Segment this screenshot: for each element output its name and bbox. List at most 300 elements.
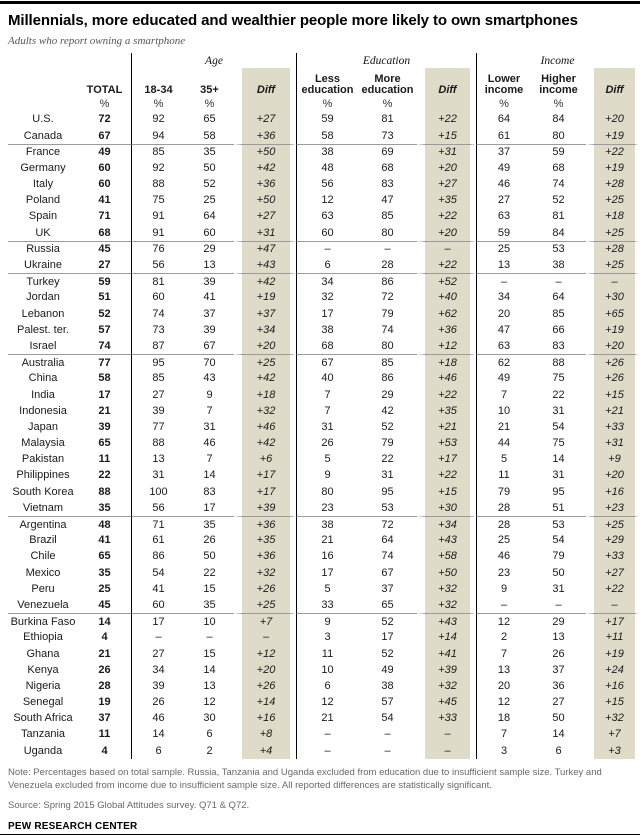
country-cell: Uganda	[23, 744, 63, 757]
income-lower-cell: 27	[476, 192, 531, 208]
total-cell: 67	[98, 129, 111, 142]
edu-less-cell: 63	[296, 208, 358, 224]
edu-diff-cell: +50	[417, 565, 476, 581]
edu-more-cell: 86	[381, 372, 394, 385]
column-header-edu-more: More education	[361, 72, 414, 97]
income-lower-cell: 25	[476, 241, 531, 257]
country-cell: Burkina Faso	[8, 613, 78, 629]
country-cell: China	[28, 372, 58, 385]
income-lower-cell: 63	[476, 338, 531, 354]
income-lower-cell: 46	[476, 548, 531, 564]
age-young-cell: 14	[131, 726, 185, 742]
edu-more-cell: 29	[381, 388, 394, 401]
income-diff-cell: +29	[586, 532, 638, 548]
income-lower-cell: 3	[476, 743, 531, 759]
age-young-cell: 74	[131, 306, 185, 322]
age-young-cell: 31	[131, 467, 185, 483]
table-row	[8, 581, 638, 597]
group-header-spacer	[8, 53, 131, 68]
income-diff-cell: +33	[586, 419, 638, 435]
income-diff-cell: +15	[586, 694, 638, 710]
edu-diff-cell: +17	[417, 451, 476, 467]
edu-more-cell: –	[384, 728, 391, 741]
country-cell: Palest. ter.	[17, 323, 69, 336]
edu-diff-cell: +20	[417, 225, 476, 241]
brand-label: PEW RESEARCH CENTER	[8, 821, 138, 833]
table-row	[8, 354, 638, 370]
edu-more-cell: –	[384, 744, 391, 757]
edu-diff-cell: +32	[417, 678, 476, 694]
age-diff-cell: +16	[234, 710, 296, 726]
country-cell: Russia	[8, 241, 78, 257]
age-old-cell: 50	[203, 550, 216, 563]
edu-more-cell: 28	[381, 259, 394, 272]
age-young-cell: 85	[131, 370, 185, 386]
edu-less-cell: 38	[296, 322, 358, 338]
edu-more-cell: 53	[381, 501, 394, 514]
edu-diff-cell: +20	[417, 160, 476, 176]
income-lower-cell: 20	[476, 306, 531, 322]
age-old-cell: 60	[203, 226, 216, 239]
income-higher-cell: 83	[552, 339, 565, 352]
age-old-cell: 65	[203, 113, 216, 126]
edu-more-cell: 57	[381, 696, 394, 709]
income-lower-cell: 28	[476, 500, 531, 516]
income-lower-cell: 28	[476, 516, 531, 532]
table-row	[8, 500, 638, 516]
country-cell: France	[8, 144, 78, 160]
age-old-cell: 35	[185, 516, 234, 532]
income-diff-cell: +25	[586, 257, 638, 273]
income-diff-cell: +26	[586, 354, 638, 370]
table-row	[8, 273, 638, 289]
table-row	[8, 662, 638, 678]
edu-diff-cell: +52	[417, 273, 476, 289]
total-cell: 11	[98, 453, 111, 466]
total-cell: 88	[98, 485, 111, 498]
edu-less-cell: 5	[296, 451, 358, 467]
country-cell: Malaysia	[21, 437, 65, 450]
income-higher-cell: 66	[552, 323, 565, 336]
income-diff-cell: +32	[586, 710, 638, 726]
percent-age-old: %	[204, 98, 215, 111]
income-diff-cell: +3	[586, 743, 638, 759]
edu-more-cell: 79	[381, 307, 394, 320]
total-cell: 74	[98, 339, 111, 352]
income-higher-cell: 13	[552, 631, 565, 644]
income-diff-cell: +25	[586, 192, 638, 208]
income-higher-cell: –	[531, 273, 586, 289]
age-old-cell: 15	[203, 647, 216, 660]
country-cell: Lebanon	[21, 307, 65, 320]
age-young-cell: 56	[131, 500, 185, 516]
age-old-cell: 14	[203, 663, 216, 676]
income-diff-cell: +19	[586, 127, 638, 143]
column-header-income-lower: Lower income	[476, 68, 531, 98]
age-young-cell: 95	[131, 354, 185, 370]
income-higher-cell: 75	[552, 372, 565, 385]
total-cell: 41	[98, 194, 111, 207]
income-higher-cell: 84	[552, 226, 565, 239]
edu-diff-cell: +27	[417, 176, 476, 192]
total-cell: 4	[101, 631, 108, 644]
income-higher-cell: 37	[552, 663, 565, 676]
income-diff-cell: –	[586, 597, 638, 613]
edu-diff-cell: +53	[417, 435, 476, 451]
age-diff-cell: +27	[234, 111, 296, 127]
income-lower-cell: 18	[476, 710, 531, 726]
age-old-cell: 41	[203, 291, 216, 304]
age-young-cell: –	[131, 629, 185, 645]
edu-more-cell: –	[358, 241, 417, 257]
table-row	[8, 597, 638, 613]
age-old-cell: 13	[203, 679, 216, 692]
edu-more-cell: 80	[381, 226, 394, 239]
edu-diff-cell: +39	[417, 662, 476, 678]
age-young-cell: 91	[131, 208, 185, 224]
table-row	[8, 386, 638, 402]
edu-diff-cell: –	[417, 726, 476, 742]
column-header-age-diff: Diff	[234, 68, 296, 98]
age-diff-cell: +35	[234, 532, 296, 548]
income-higher-cell: 36	[552, 679, 565, 692]
age-diff-cell: –	[234, 629, 296, 645]
table-row	[8, 532, 638, 548]
age-old-cell: 31	[203, 420, 216, 433]
edu-diff-cell: +58	[417, 548, 476, 564]
edu-more-cell: 64	[381, 534, 394, 547]
income-lower-cell: 64	[476, 111, 531, 127]
edu-diff-cell: +34	[417, 516, 476, 532]
age-young-cell: 34	[131, 662, 185, 678]
smartphone-ownership-table	[8, 53, 638, 759]
edu-more-cell: 86	[358, 273, 417, 289]
income-higher-cell: 74	[552, 178, 565, 191]
age-young-cell: 92	[131, 111, 185, 127]
table-row	[8, 710, 638, 726]
age-diff-cell: +42	[234, 435, 296, 451]
percent-age-diff	[234, 98, 296, 111]
age-young-cell: 6	[131, 743, 185, 759]
percent-income-higher: %	[553, 98, 564, 111]
age-diff-cell: +27	[234, 208, 296, 224]
edu-less-cell: –	[296, 743, 358, 759]
age-diff-cell: +25	[234, 597, 296, 613]
age-old-cell: –	[206, 631, 213, 644]
income-lower-cell: 12	[476, 613, 531, 629]
column-header-income-higher: Higher income	[539, 72, 578, 97]
country-cell: Philippines	[16, 469, 70, 482]
edu-more-cell: 85	[381, 210, 394, 223]
income-diff-cell: +19	[586, 645, 638, 661]
income-higher-cell: 14	[552, 453, 565, 466]
age-diff-cell: +42	[234, 273, 296, 289]
income-diff-cell: –	[586, 273, 638, 289]
edu-less-cell: 21	[296, 532, 358, 548]
income-lower-cell: 79	[476, 484, 531, 500]
edu-less-cell: 38	[296, 144, 358, 160]
edu-diff-cell: +22	[417, 257, 476, 273]
edu-diff-cell: +43	[417, 532, 476, 548]
country-cell: Canada	[23, 129, 63, 142]
total-cell: 37	[98, 712, 111, 725]
edu-more-cell: 83	[381, 178, 394, 191]
age-diff-cell: +12	[234, 645, 296, 661]
age-diff-cell: +50	[234, 192, 296, 208]
table-row	[8, 726, 638, 742]
edu-more-cell: 47	[381, 194, 394, 207]
age-old-cell: 13	[203, 259, 216, 272]
income-higher-cell: 64	[552, 291, 565, 304]
income-diff-cell: +24	[586, 662, 638, 678]
income-diff-cell: +65	[586, 306, 638, 322]
table-body	[8, 111, 638, 759]
income-diff-cell: +22	[586, 581, 638, 597]
edu-less-cell: 11	[296, 645, 358, 661]
table-row	[8, 467, 638, 483]
total-cell: 48	[78, 516, 131, 532]
percent-edu-less: %	[296, 98, 358, 111]
table-row	[8, 565, 638, 581]
edu-less-cell: 5	[296, 581, 358, 597]
income-lower-cell: 9	[476, 581, 531, 597]
age-young-cell: 39	[131, 678, 185, 694]
income-higher-cell: 31	[552, 404, 565, 417]
income-lower-cell: 25	[476, 532, 531, 548]
age-diff-cell: +17	[234, 484, 296, 500]
age-diff-cell: +31	[234, 225, 296, 241]
age-old-cell: 29	[185, 241, 234, 257]
income-diff-cell: +20	[586, 467, 638, 483]
income-higher-cell: 59	[531, 144, 586, 160]
total-cell: 60	[98, 178, 111, 191]
total-cell: 59	[78, 273, 131, 289]
edu-more-cell: 72	[381, 291, 394, 304]
edu-less-cell: 48	[296, 160, 358, 176]
country-cell: Vietnam	[22, 501, 64, 514]
country-cell: Ghana	[26, 647, 60, 660]
income-diff-cell: +16	[586, 678, 638, 694]
income-higher-cell: 84	[552, 113, 565, 126]
income-higher-cell: 95	[552, 485, 565, 498]
edu-diff-cell: +32	[417, 597, 476, 613]
edu-less-cell: 33	[296, 597, 358, 613]
percent-edu-more: %	[382, 98, 393, 111]
income-higher-cell: 53	[531, 516, 586, 532]
edu-more-cell: 79	[381, 437, 394, 450]
edu-less-cell: 7	[296, 403, 358, 419]
edu-diff-cell: –	[417, 241, 476, 257]
income-lower-cell: 21	[476, 419, 531, 435]
age-old-cell: 39	[203, 323, 216, 336]
age-young-cell: 75	[131, 192, 185, 208]
edu-more-cell: 52	[381, 647, 394, 660]
edu-less-cell: 60	[296, 225, 358, 241]
total-cell: 11	[98, 728, 111, 741]
table-row	[8, 419, 638, 435]
edu-more-cell: 31	[381, 469, 394, 482]
age-diff-cell: +36	[234, 516, 296, 532]
country-cell: Chile	[30, 550, 56, 563]
income-higher-cell: 29	[531, 613, 586, 629]
age-young-cell: 88	[131, 435, 185, 451]
age-diff-cell: +47	[234, 241, 296, 257]
table-row	[8, 257, 638, 273]
income-lower-cell: –	[476, 597, 531, 613]
age-old-cell: 35	[203, 598, 216, 611]
age-young-cell: 60	[131, 289, 185, 305]
income-lower-cell: 5	[476, 451, 531, 467]
percent-spacer	[8, 98, 78, 111]
total-cell: 41	[98, 534, 111, 547]
edu-diff-cell: +22	[417, 111, 476, 127]
column-header-age-young: 18-34	[131, 68, 185, 98]
age-diff-cell: +7	[234, 613, 296, 629]
edu-more-cell: 67	[381, 566, 394, 579]
income-diff-cell: +21	[586, 403, 638, 419]
edu-diff-cell: +31	[417, 144, 476, 160]
age-diff-cell: +8	[234, 726, 296, 742]
note-text: Note: Percentages based on total sample. Russia, Tanzania and Uganda excluded from education due to insufficient sample size. Turkey and Venezuela excluded from income due to insufficient sample size. All reported differences are statistically significant.	[8, 766, 602, 791]
bottom-rule	[0, 834, 640, 835]
percent-income-lower: %	[476, 98, 531, 111]
edu-more-cell: 65	[381, 598, 394, 611]
edu-less-cell: 26	[296, 435, 358, 451]
total-cell: 71	[98, 210, 111, 223]
edu-more-cell: 85	[358, 354, 417, 370]
edu-more-cell: 49	[381, 663, 394, 676]
total-cell: 21	[98, 404, 111, 417]
income-higher-cell: 50	[552, 566, 565, 579]
age-diff-cell: +32	[234, 403, 296, 419]
income-higher-cell: 68	[552, 161, 565, 174]
income-diff-cell: +33	[586, 548, 638, 564]
income-higher-cell: 22	[552, 388, 565, 401]
age-old-cell: 37	[203, 307, 216, 320]
country-cell: Brazil	[29, 534, 57, 547]
income-diff-cell: +26	[586, 370, 638, 386]
income-lower-cell: 46	[476, 176, 531, 192]
age-old-cell: 10	[185, 613, 234, 629]
total-cell: 72	[98, 113, 111, 126]
age-diff-cell: +20	[234, 662, 296, 678]
edu-less-cell: 32	[296, 289, 358, 305]
column-header-row	[8, 68, 638, 98]
table-row	[8, 192, 638, 208]
top-rule	[0, 1, 640, 4]
income-higher-cell: 51	[552, 501, 565, 514]
income-higher-cell: 85	[552, 307, 565, 320]
country-cell: Peru	[31, 582, 55, 595]
table-row	[8, 160, 638, 176]
edu-diff-cell: +22	[417, 467, 476, 483]
edu-diff-cell: +14	[417, 629, 476, 645]
income-lower-cell: 20	[476, 678, 531, 694]
edu-less-cell: 80	[296, 484, 358, 500]
edu-less-cell: 38	[296, 516, 358, 532]
country-cell: South Africa	[13, 712, 73, 725]
age-young-cell: 86	[131, 548, 185, 564]
table-header	[8, 53, 638, 111]
age-young-cell: 87	[131, 338, 185, 354]
edu-more-cell: 69	[358, 144, 417, 160]
age-young-cell: 56	[131, 257, 185, 273]
total-cell: 45	[78, 241, 131, 257]
edu-less-cell: 6	[296, 678, 358, 694]
percent-edu-diff	[417, 98, 476, 111]
income-higher-cell: 6	[555, 744, 562, 757]
edu-less-cell: 12	[296, 192, 358, 208]
income-lower-cell: 13	[476, 257, 531, 273]
income-higher-cell: 81	[552, 210, 565, 223]
age-old-cell: 50	[203, 161, 216, 174]
income-lower-cell: 10	[476, 403, 531, 419]
age-young-cell: 26	[131, 694, 185, 710]
age-young-cell: 60	[131, 597, 185, 613]
income-higher-cell: –	[555, 598, 562, 611]
country-cell: Australia	[8, 354, 78, 370]
edu-less-cell: –	[296, 241, 358, 257]
country-cell: Israel	[29, 339, 57, 352]
income-diff-cell: +15	[586, 386, 638, 402]
income-diff-cell: +27	[586, 565, 638, 581]
table-row	[8, 743, 638, 759]
age-diff-cell: +42	[234, 370, 296, 386]
age-young-cell: 73	[131, 322, 185, 338]
edu-diff-cell: +46	[417, 370, 476, 386]
income-higher-cell: 38	[552, 259, 565, 272]
total-cell: 39	[98, 420, 111, 433]
edu-diff-cell: +33	[417, 710, 476, 726]
age-old-cell: 58	[203, 129, 216, 142]
edu-less-cell: 56	[296, 176, 358, 192]
edu-less-cell: 67	[296, 354, 358, 370]
edu-less-cell: 17	[296, 565, 358, 581]
percent-row	[8, 98, 638, 111]
table-row	[8, 306, 638, 322]
edu-diff-cell: +22	[417, 208, 476, 224]
edu-less-cell: –	[296, 726, 358, 742]
income-diff-cell: +28	[586, 176, 638, 192]
age-old-cell: 83	[203, 485, 216, 498]
income-diff-cell: +20	[586, 338, 638, 354]
total-cell: 51	[98, 291, 111, 304]
edu-less-cell: 16	[296, 548, 358, 564]
page-title: Millennials, more educated and wealthier people more likely to own smartphones	[8, 12, 578, 29]
total-cell: 68	[98, 226, 111, 239]
edu-less-cell: 23	[296, 500, 358, 516]
income-diff-cell: +22	[586, 144, 638, 160]
group-header-education: Education	[296, 53, 476, 68]
income-diff-cell: +19	[586, 160, 638, 176]
age-diff-cell: +39	[234, 500, 296, 516]
age-diff-cell: +36	[234, 548, 296, 564]
edu-more-cell: 54	[381, 712, 394, 725]
country-cell: Argentina	[8, 516, 78, 532]
edu-more-cell: 80	[381, 339, 394, 352]
age-young-cell: 46	[131, 710, 185, 726]
income-lower-cell: 12	[476, 694, 531, 710]
age-old-cell: 67	[203, 339, 216, 352]
edu-less-cell: 9	[296, 467, 358, 483]
table-row	[8, 694, 638, 710]
total-cell: 35	[98, 501, 111, 514]
income-lower-cell: 49	[476, 370, 531, 386]
table-row	[8, 289, 638, 305]
total-cell: 77	[78, 354, 131, 370]
edu-diff-cell: +30	[417, 500, 476, 516]
age-old-cell: 15	[203, 582, 216, 595]
